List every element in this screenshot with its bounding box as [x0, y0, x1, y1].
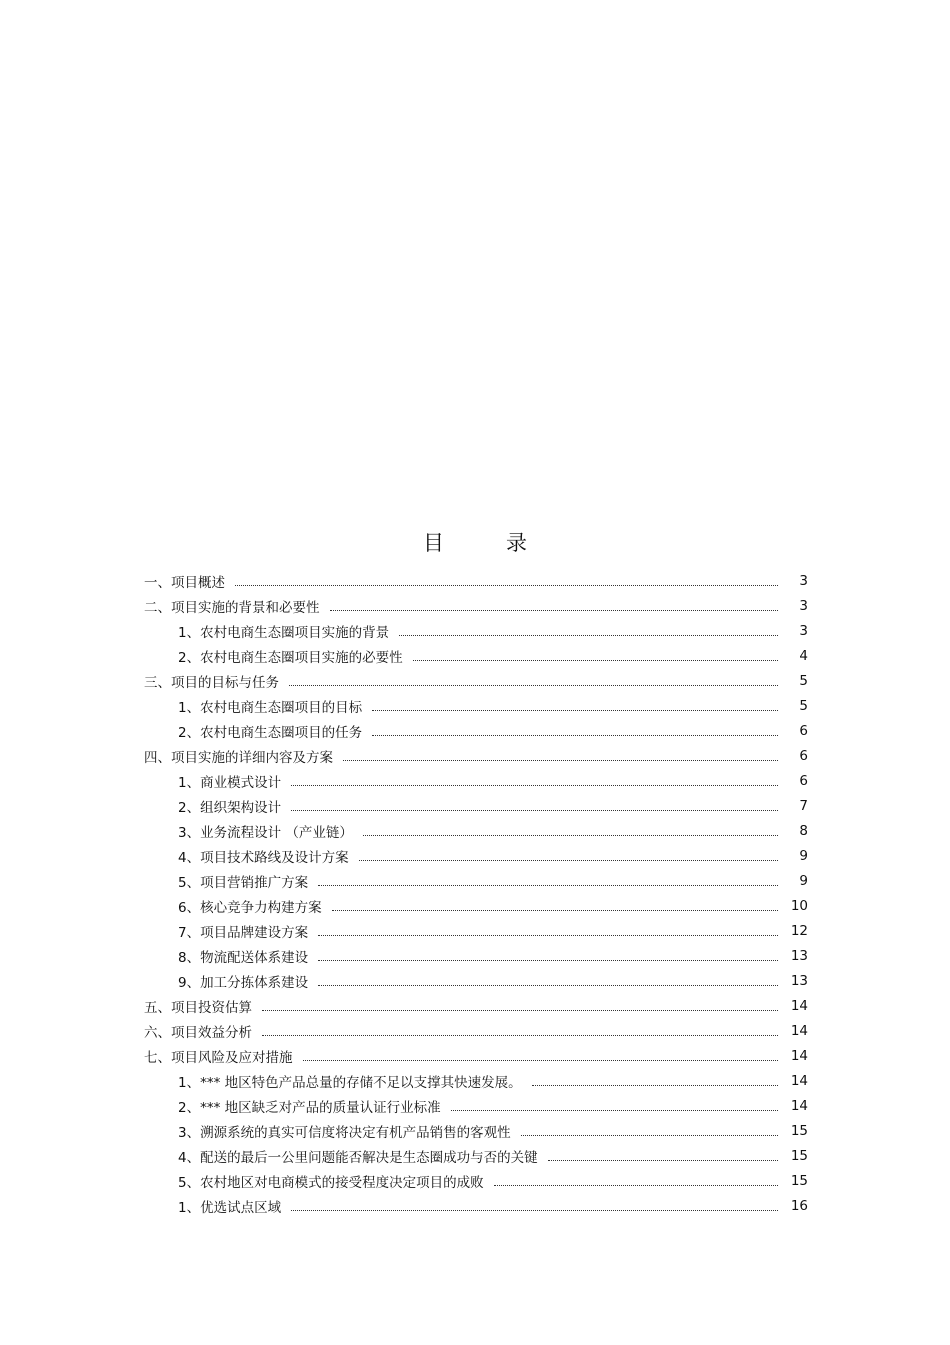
toc-leader-dots	[399, 634, 778, 636]
toc-leader-dots	[359, 859, 778, 861]
toc-entry[interactable]	[144, 993, 808, 1018]
toc-entry-page: 15	[790, 1172, 808, 1189]
toc-entry-page: 10	[790, 897, 808, 914]
toc-entry[interactable]	[144, 843, 808, 868]
toc-leader-dots	[291, 1209, 778, 1211]
toc-entry-label: 1、商业模式设计	[178, 774, 282, 791]
toc-entry-page: 6	[799, 772, 808, 789]
toc-entry-page: 4	[799, 647, 808, 664]
toc-leader-dots	[343, 759, 778, 761]
toc-entry[interactable]	[144, 868, 808, 893]
toc-entry[interactable]	[144, 668, 808, 693]
toc-entry-label: 4、项目技术路线及设计方案	[178, 849, 349, 866]
toc-entry[interactable]	[144, 1143, 808, 1168]
toc-leader-dots	[413, 659, 778, 661]
toc-leader-dots	[318, 934, 778, 936]
toc-entry-label: 1、*** 地区特色产品总量的存储不足以支撑其快速发展。	[178, 1074, 522, 1091]
toc-leader-dots	[451, 1109, 778, 1111]
toc-leader-dots	[318, 984, 778, 986]
toc-entry-label: 2、农村电商生态圈项目的任务	[178, 724, 363, 741]
toc-leader-dots	[318, 884, 778, 886]
toc-entry-page: 16	[790, 1197, 808, 1214]
toc-entry-page: 14	[790, 1097, 808, 1114]
toc-entry-label: 7、项目品牌建设方案	[178, 924, 309, 941]
toc-entry[interactable]	[144, 943, 808, 968]
toc-entry[interactable]	[144, 693, 808, 718]
toc-entry-label: 8、物流配送体系建设	[178, 949, 309, 966]
toc-entry-label: 5、项目营销推广方案	[178, 874, 309, 891]
toc-leader-dots	[372, 709, 778, 711]
toc-entry-label: 9、加工分拣体系建设	[178, 974, 309, 991]
toc-entry[interactable]	[144, 1068, 808, 1093]
toc-leader-dots	[548, 1159, 778, 1161]
toc-title-char-1: 目	[423, 531, 444, 555]
toc-entry[interactable]	[144, 743, 808, 768]
toc-title	[0, 527, 950, 557]
toc-leader-dots	[303, 1059, 779, 1061]
toc-entry-page: 6	[799, 722, 808, 739]
toc-entry-page: 3	[799, 572, 808, 589]
toc-entry-page: 6	[799, 747, 808, 764]
table-of-contents	[144, 568, 808, 1218]
toc-entry-page: 7	[799, 797, 808, 814]
toc-entry[interactable]	[144, 718, 808, 743]
toc-leader-dots	[235, 584, 778, 586]
toc-leader-dots	[318, 959, 778, 961]
toc-entry-label: 2、组织架构设计	[178, 799, 282, 816]
toc-entry[interactable]	[144, 793, 808, 818]
toc-leader-dots	[291, 784, 778, 786]
toc-entry-page: 13	[790, 972, 808, 989]
toc-leader-dots	[372, 734, 778, 736]
toc-entry-label: 2、农村电商生态圈项目实施的必要性	[178, 649, 403, 666]
toc-leader-dots	[363, 834, 778, 836]
toc-entry-label: 四、项目实施的详细内容及方案	[144, 749, 333, 766]
toc-entry-page: 3	[799, 622, 808, 639]
toc-entry-page: 3	[799, 597, 808, 614]
toc-leader-dots	[532, 1084, 778, 1086]
toc-entry-label: 一、项目概述	[144, 574, 225, 591]
toc-entry-page: 14	[790, 997, 808, 1014]
toc-entry-page: 9	[799, 847, 808, 864]
toc-entry-page: 15	[790, 1122, 808, 1139]
toc-leader-dots	[494, 1184, 778, 1186]
toc-entry[interactable]	[144, 568, 808, 593]
toc-entry-page: 12	[790, 922, 808, 939]
toc-entry[interactable]	[144, 618, 808, 643]
toc-entry-label: 4、配送的最后一公里问题能否解决是生态圈成功与否的关键	[178, 1149, 538, 1166]
toc-entry-page: 15	[790, 1147, 808, 1164]
toc-entry[interactable]	[144, 1093, 808, 1118]
toc-entry[interactable]	[144, 1018, 808, 1043]
toc-leader-dots	[289, 684, 778, 686]
toc-entry-page: 14	[790, 1072, 808, 1089]
toc-entry[interactable]	[144, 968, 808, 993]
toc-entry-label: 三、项目的目标与任务	[144, 674, 279, 691]
toc-leader-dots	[262, 1034, 778, 1036]
toc-entry-page: 14	[790, 1022, 808, 1039]
toc-entry-label: 七、项目风险及应对措施	[144, 1049, 293, 1066]
toc-entry[interactable]	[144, 1118, 808, 1143]
toc-entry[interactable]	[144, 818, 808, 843]
toc-title-char-2: 录	[506, 531, 527, 555]
toc-leader-dots	[330, 609, 779, 611]
toc-entry-page: 5	[799, 697, 808, 714]
toc-entry[interactable]	[144, 1043, 808, 1068]
toc-entry-label: 5、农村地区对电商模式的接受程度决定项目的成败	[178, 1174, 484, 1191]
toc-entry-label: 1、农村电商生态圈项目的目标	[178, 699, 363, 716]
toc-leader-dots	[291, 809, 778, 811]
toc-leader-dots	[521, 1134, 778, 1136]
toc-leader-dots	[332, 909, 778, 911]
toc-entry-label: 六、项目效益分析	[144, 1024, 252, 1041]
toc-entry-page: 5	[799, 672, 808, 689]
toc-entry-label: 3、业务流程设计 （产业链）	[178, 824, 353, 841]
toc-entry-page: 8	[799, 822, 808, 839]
toc-entry[interactable]	[144, 593, 808, 618]
toc-entry[interactable]	[144, 768, 808, 793]
toc-entry-page: 13	[790, 947, 808, 964]
toc-leader-dots	[262, 1009, 778, 1011]
toc-entry-label: 2、*** 地区缺乏对产品的质量认证行业标准	[178, 1099, 441, 1116]
toc-entry-label: 6、核心竞争力构建方案	[178, 899, 322, 916]
toc-entry[interactable]	[144, 918, 808, 943]
toc-entry-label: 二、项目实施的背景和必要性	[144, 599, 320, 616]
toc-entry-label: 3、溯源系统的真实可信度将决定有机产品销售的客观性	[178, 1124, 511, 1141]
toc-entry-page: 9	[799, 872, 808, 889]
toc-entry-label: 1、农村电商生态圈项目实施的背景	[178, 624, 390, 641]
toc-entry-label: 1、优选试点区域	[178, 1199, 282, 1216]
toc-entry[interactable]	[144, 1193, 808, 1218]
toc-entry-label: 五、项目投资估算	[144, 999, 252, 1016]
toc-entry-page: 14	[790, 1047, 808, 1064]
toc-entry[interactable]	[144, 1168, 808, 1193]
toc-entry[interactable]	[144, 893, 808, 918]
toc-entry[interactable]	[144, 643, 808, 668]
